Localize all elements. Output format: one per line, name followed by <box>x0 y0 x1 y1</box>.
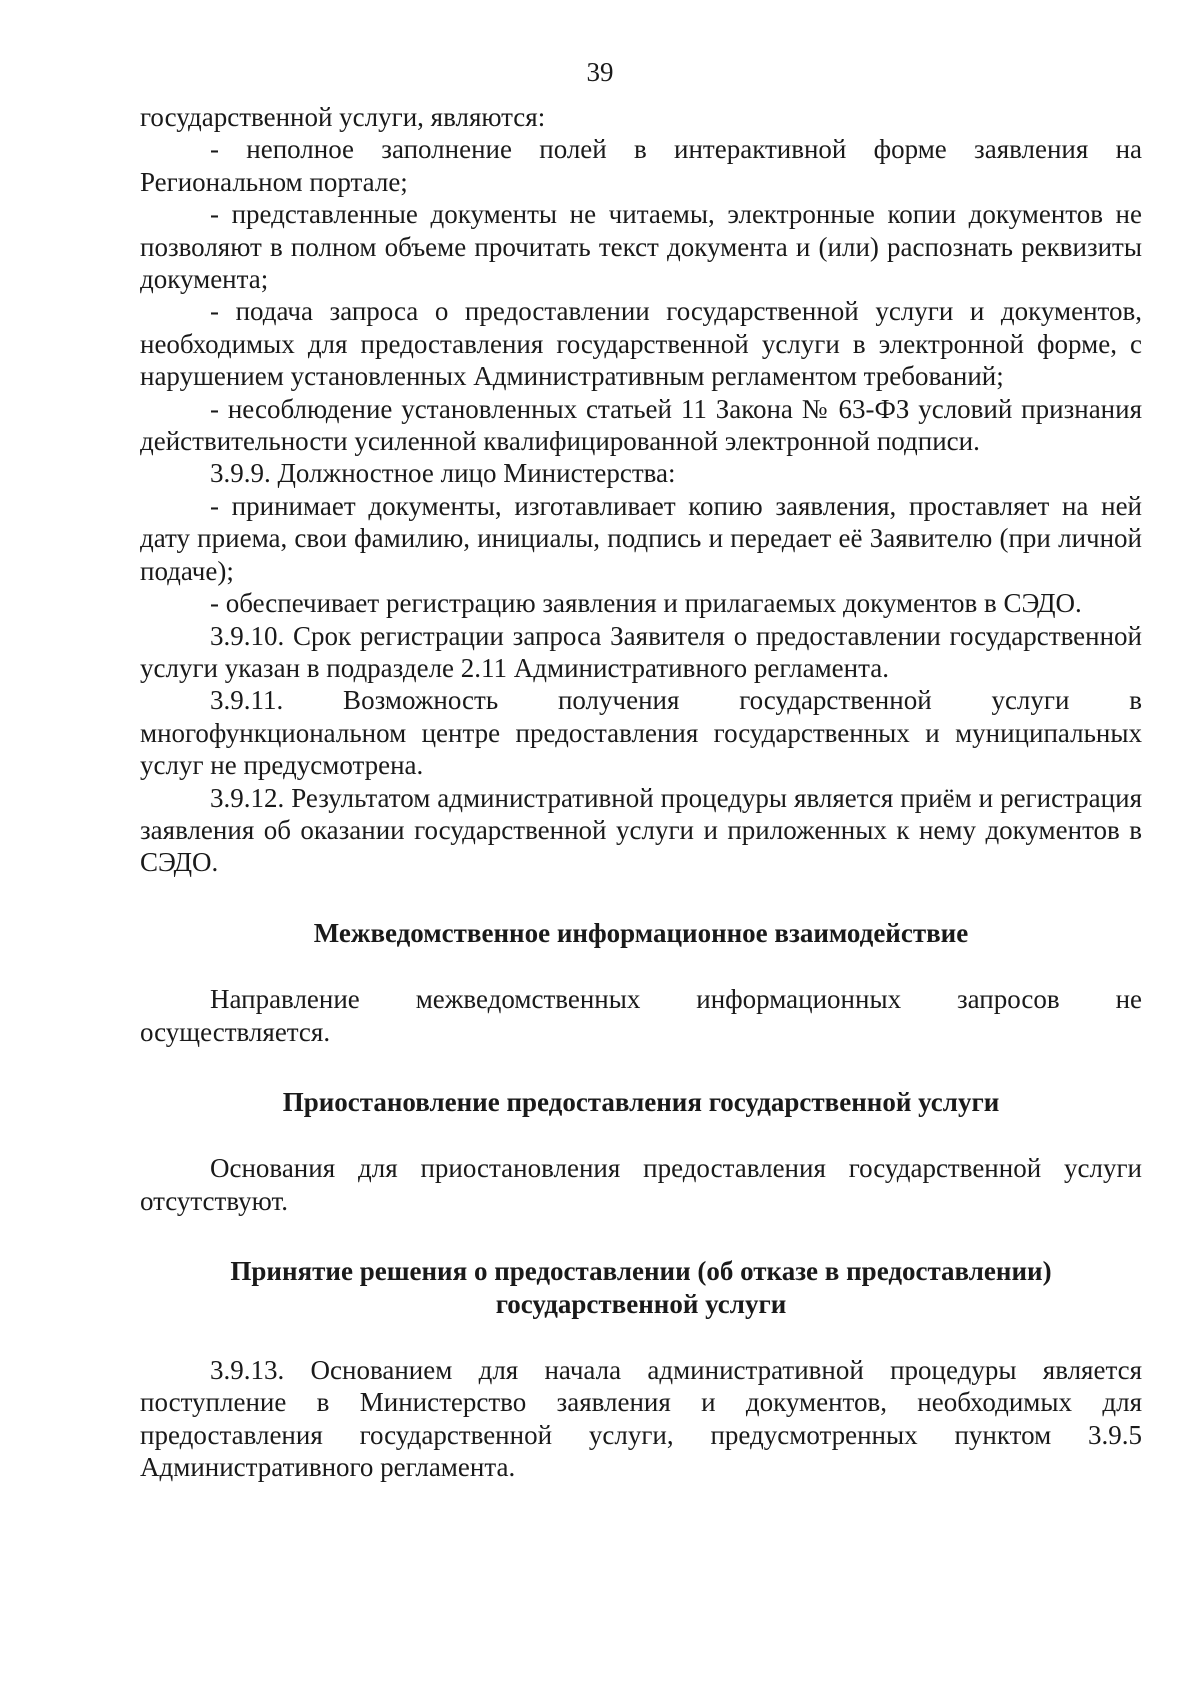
paragraph-3-9-10: 3.9.10. Срок регистрации запроса Заявителя о предоставлении государственной услуги указан в подразделе 2.11 Административного регламента. <box>140 620 1142 683</box>
paragraph-requirements-violation: - подача запроса о предоставлении государственной услуги и документов, необходимых для предоставления государственной услуги в электронной форме, с нарушением установленных Административным регламентом требований; <box>140 296 1142 392</box>
paragraph-registration-sedo: - обеспечивает регистрацию заявления и прилагаемых документов в СЭДО. <box>210 588 1082 619</box>
paragraph-interagency-requests: Направление межведомственных информационных запросов не осуществляется. <box>140 984 1142 1047</box>
paragraph-continuation: государственной услуги, являются: <box>140 102 546 132</box>
paragraph-signature-validity: - несоблюдение установленных статьей 11 Закона № 63-ФЗ условий признания действительности усиленной квалифицированной электронной подписи. <box>140 393 1142 457</box>
heading-interagency-interaction: Межведомственное информационное взаимодействие <box>313 917 969 948</box>
paragraph-3-9-12: 3.9.12. Результатом административной процедуры является приём и регистрация заявления об оказании государственной услуги и приложенных к нему документов в СЭДО. <box>140 782 1142 878</box>
paragraph-3-9-13: 3.9.13. Основанием для начала административной процедуры является поступление в Министерство заявления и документов, необходимых для предоставления государственной услуги, предусмотренных пунктом 3.9.5 Административного регламента. <box>140 1355 1142 1483</box>
heading-decision-line-1: Принятие решения о предоставлении (об отказе в предоставлении) <box>230 1256 1052 1287</box>
paragraph-3-9-11: 3.9.11. Возможность получения государственной услуги в многофункциональном центре предоставления государственных и муниципальных услуг не предусмотрена. <box>140 685 1142 781</box>
paragraph-accepts-documents: - принимает документы, изготавливает копию заявления, проставляет на ней дату приема, свои фамилию, инициалы, подпись и передает её Заявителю (при личной подаче); <box>140 490 1142 586</box>
heading-service-suspension: Приостановление предоставления государственной услуги <box>282 1086 1000 1117</box>
paragraph-3-9-9: 3.9.9. Должностное лицо Министерства: <box>210 458 676 489</box>
page-number: 39 <box>586 57 614 87</box>
paragraph-unreadable-documents: - представленные документы не читаемы, электронные копии документов не позволяют в полном объеме прочитать текст документа и (или) распознать реквизиты документа; <box>140 199 1142 295</box>
paragraph-incomplete-fields: - неполное заполнение полей в интерактивной форме заявления на Региональном портале; <box>140 134 1142 197</box>
heading-decision-line-2: государственной услуги <box>495 1288 787 1319</box>
page-content <box>140 101 1142 1484</box>
paragraph-suspension-grounds: Основания для приостановления предоставления государственной услуги отсутствуют. <box>140 1153 1142 1216</box>
